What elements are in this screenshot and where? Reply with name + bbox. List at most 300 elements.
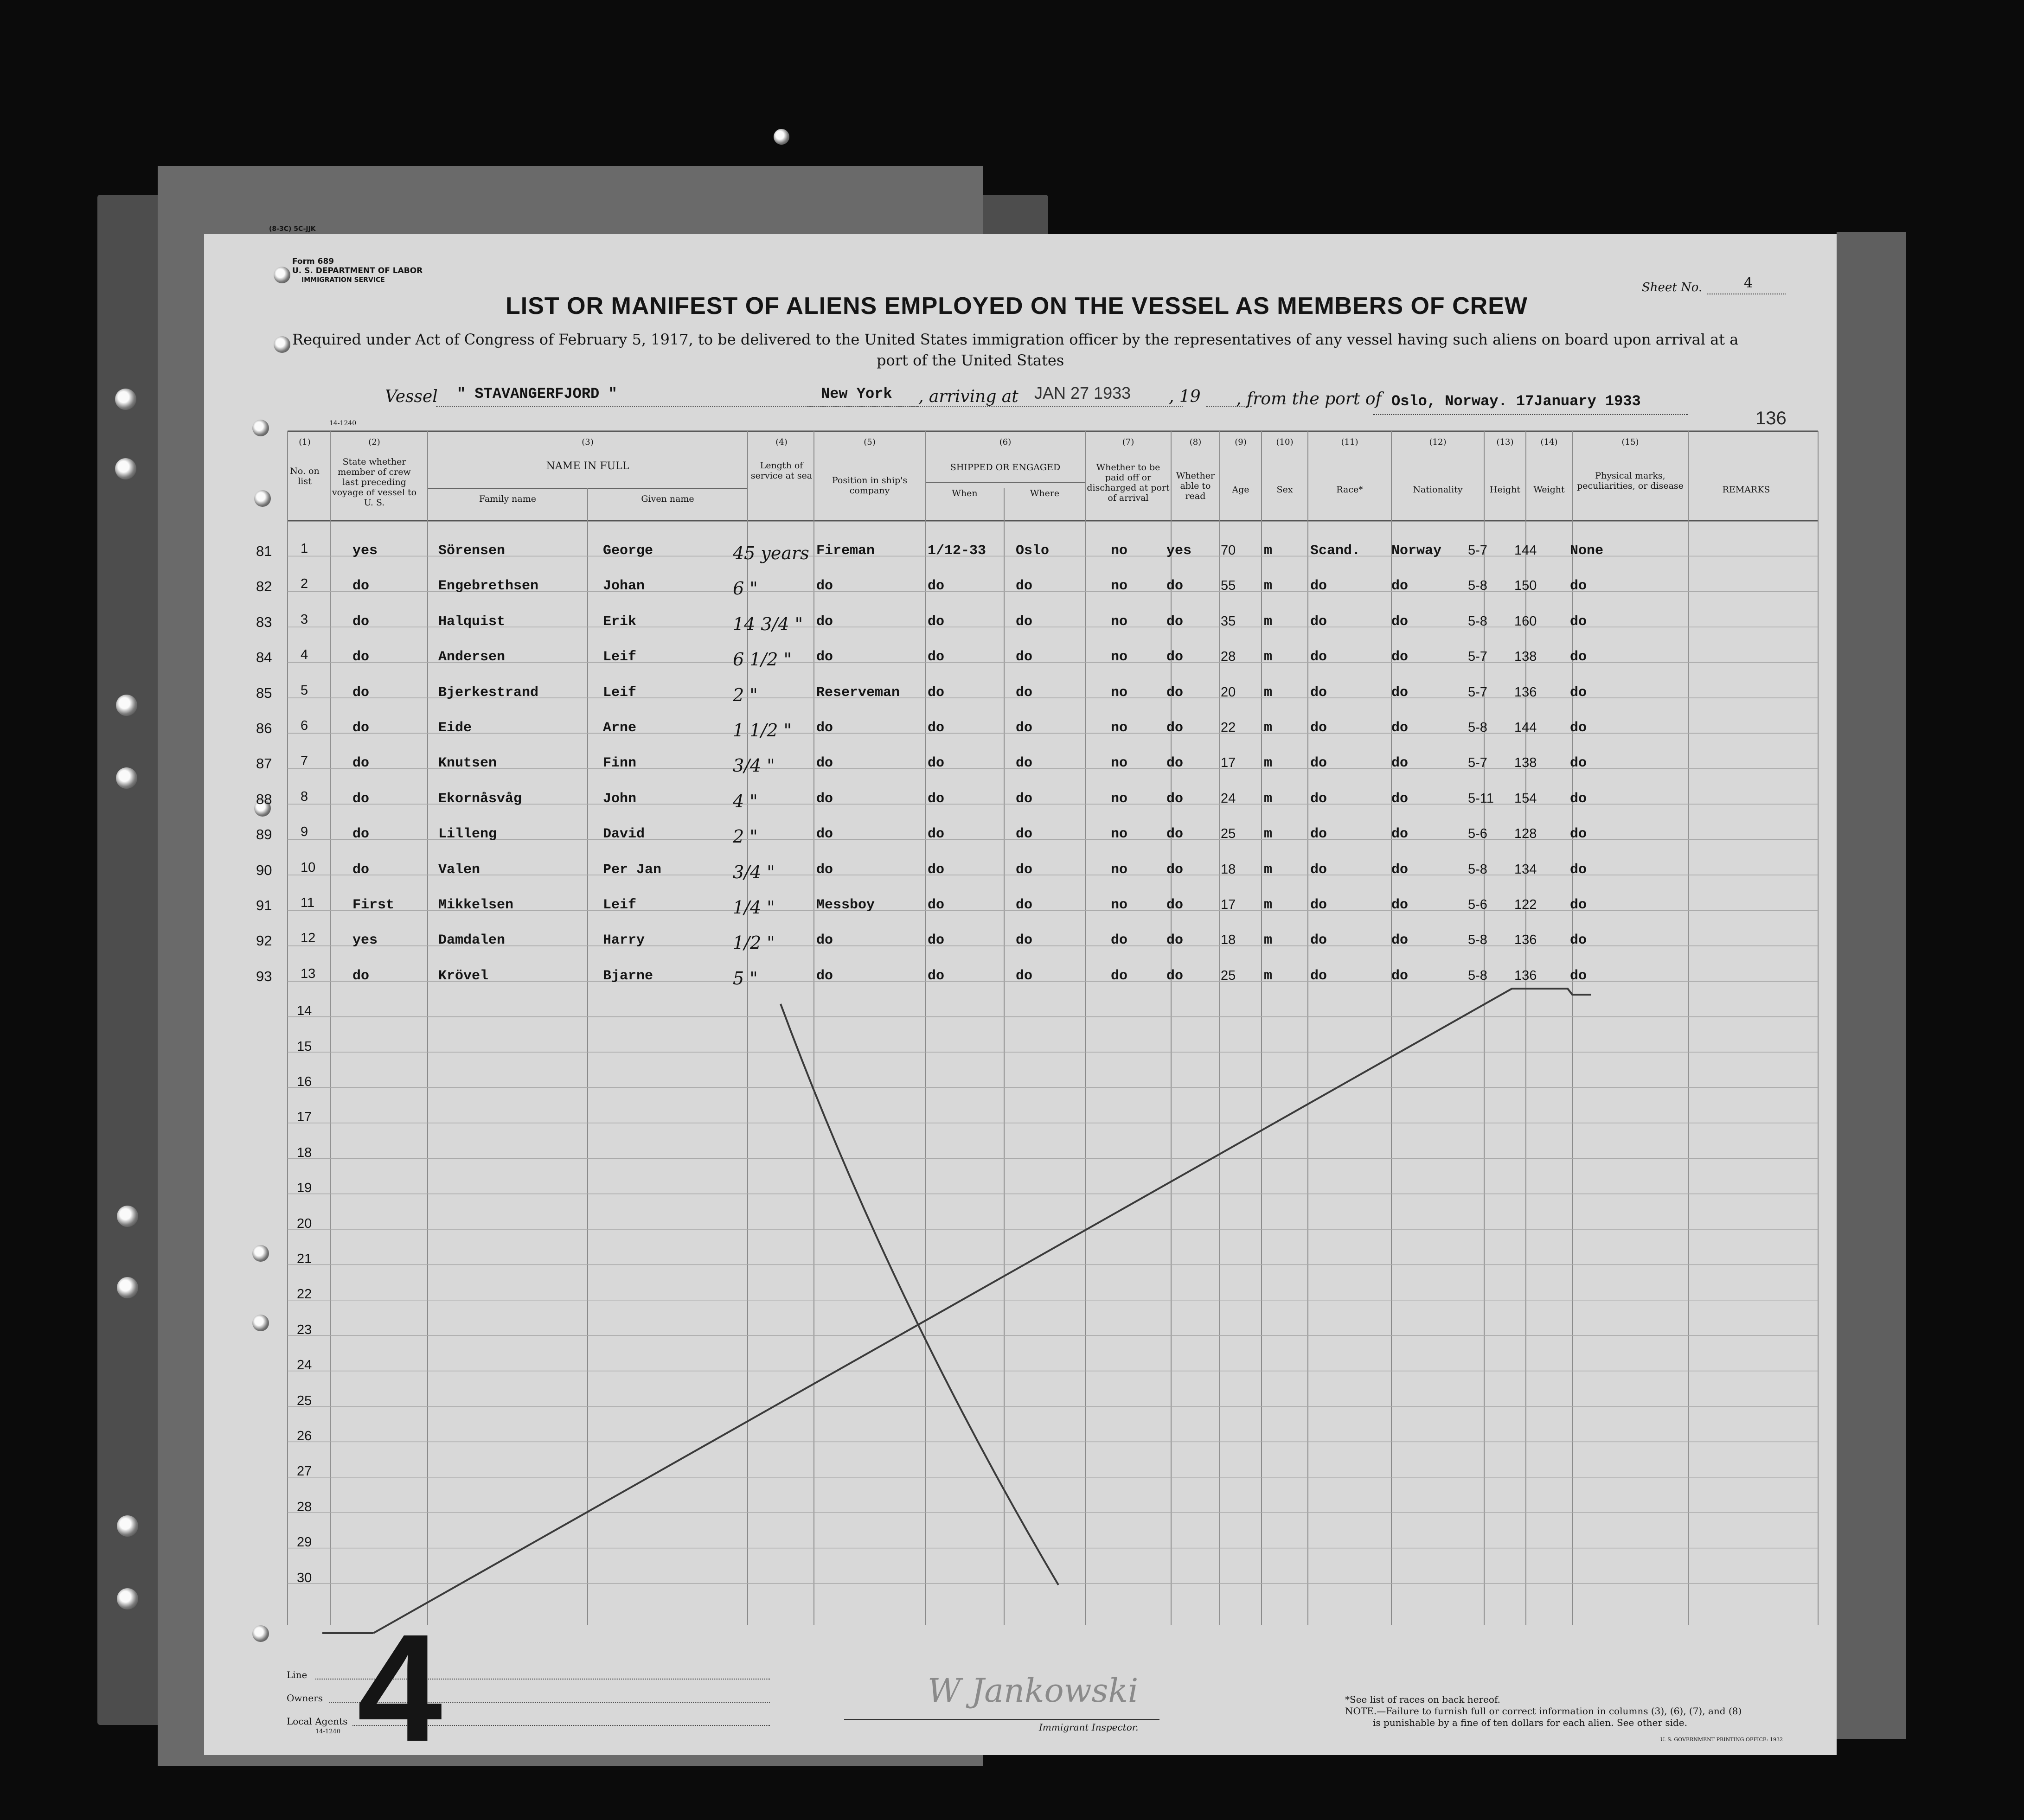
row-weight: 134: [1514, 862, 1537, 877]
subtitle-line-2: port of the United States: [877, 351, 1064, 369]
row-shipped-when: do: [928, 932, 945, 949]
row-list-number: 5: [301, 683, 308, 698]
row-paid-off: no: [1111, 791, 1128, 807]
row-paid-off: no: [1111, 826, 1128, 843]
manifest-title: LIST OR MANIFEST OF ALIENS EMPLOYED ON THE VESSEL AS MEMBERS OF CREW: [506, 293, 1528, 319]
row-able-to-read: do: [1166, 720, 1184, 736]
row-physical-marks: do: [1570, 649, 1587, 665]
row-shipped-when: do: [928, 755, 945, 772]
row-paid-off: no: [1111, 543, 1128, 559]
col-num-13: (13): [1496, 437, 1514, 447]
header-sex: Sex: [1276, 485, 1293, 495]
empty-row-number: 29: [297, 1535, 312, 1550]
row-race: do: [1310, 862, 1327, 878]
row-physical-marks: do: [1570, 932, 1587, 949]
row-height: 5-8: [1468, 862, 1487, 877]
empty-row-number: 17: [297, 1110, 312, 1125]
row-age: 18: [1221, 932, 1236, 948]
row-given-name: Leif: [603, 897, 637, 913]
row-stamp-number: 91: [256, 897, 272, 913]
inspector-signature: W Jankowski: [928, 1672, 1139, 1710]
row-able-to-read: do: [1166, 578, 1184, 594]
row-paid-off: no: [1111, 578, 1128, 594]
row-able-to-read: do: [1166, 932, 1184, 949]
row-shipped-where: do: [1016, 968, 1033, 984]
row-paid-off: no: [1111, 720, 1128, 736]
row-shipped-where: do: [1016, 862, 1033, 878]
row-shipped-when: do: [928, 613, 945, 630]
arriving-label: , arriving at: [918, 387, 1018, 406]
row-position: Reserveman: [816, 684, 900, 701]
binder-hole: [117, 1515, 138, 1537]
row-race: do: [1310, 932, 1327, 949]
row-position: do: [816, 968, 833, 984]
row-family-name: Sörensen: [438, 543, 506, 559]
row-list-number: 3: [301, 612, 308, 627]
row-length-of-service: 45 years: [733, 543, 809, 563]
footer-owners-label: Owners: [287, 1692, 323, 1704]
row-list-number: 4: [301, 647, 308, 663]
row-height: 5-8: [1468, 578, 1487, 594]
row-paid-off: no: [1111, 684, 1128, 701]
row-height: 5-7: [1468, 543, 1487, 558]
row-weight: 144: [1514, 720, 1537, 735]
row-shipped-where: do: [1016, 613, 1033, 630]
row-weight: 138: [1514, 649, 1537, 664]
row-nationality: do: [1391, 932, 1409, 949]
row-given-name: Arne: [603, 720, 637, 736]
empty-row-number: 24: [297, 1358, 312, 1373]
row-previous-voyage: First: [352, 897, 395, 913]
footer-agent-code: 14-1240: [315, 1728, 341, 1735]
big-sheet-number: 4: [357, 1602, 442, 1773]
row-age: 20: [1221, 684, 1236, 700]
row-list-number: 11: [301, 895, 315, 910]
row-paid-off: do: [1111, 932, 1128, 949]
row-nationality: do: [1391, 791, 1409, 807]
row-position: do: [816, 649, 833, 665]
empty-row-number: 19: [297, 1181, 312, 1196]
row-stamp-number: 89: [256, 826, 272, 843]
row-shipped-when: do: [928, 968, 945, 984]
binder-hole: [117, 1277, 138, 1298]
top-code: (8-3C) 5C-JJK: [269, 225, 316, 233]
row-shipped-when: do: [928, 649, 945, 665]
row-family-name: Krövel: [438, 968, 489, 984]
row-family-name: Ekornåsvåg: [438, 791, 522, 807]
row-physical-marks: do: [1570, 578, 1587, 594]
col-num-12: (12): [1429, 437, 1447, 447]
row-weight: 122: [1514, 897, 1537, 912]
row-paid-off: no: [1111, 613, 1128, 630]
row-length-of-service: 3/4 ": [733, 755, 775, 776]
sheet-label: Sheet No.: [1642, 281, 1703, 294]
row-sex: m: [1264, 684, 1273, 701]
header-weight: Weight: [1533, 485, 1565, 495]
from-port: Oslo, Norway. 17January 1933: [1391, 393, 1641, 410]
row-previous-voyage: do: [352, 720, 370, 736]
row-paid-off: no: [1111, 897, 1128, 913]
row-nationality: do: [1391, 968, 1409, 984]
row-list-number: 6: [301, 718, 308, 733]
header-nationality: Nationality: [1413, 485, 1463, 495]
row-height: 5-6: [1468, 897, 1487, 912]
col-num-8: (8): [1189, 437, 1202, 447]
row-previous-voyage: do: [352, 968, 370, 984]
row-stamp-number: 92: [256, 932, 272, 949]
row-sex: m: [1264, 897, 1273, 913]
row-sex: m: [1264, 613, 1273, 630]
header-race: Race*: [1336, 485, 1363, 495]
row-previous-voyage: do: [352, 862, 370, 878]
service: IMMIGRATION SERVICE: [301, 276, 385, 284]
row-able-to-read: do: [1166, 649, 1184, 665]
row-race: do: [1310, 755, 1327, 772]
header-previous-voyage: State whether member of crew last preceding voyage of vessel to U. S.: [332, 457, 417, 508]
row-shipped-where: do: [1016, 578, 1033, 594]
row-family-name: Eide: [438, 720, 472, 736]
row-shipped-when: 1/12-33: [928, 543, 986, 559]
row-height: 5-8: [1468, 613, 1487, 629]
vessel-name: " STAVANGERFJORD ": [457, 385, 617, 402]
row-height: 5-8: [1468, 932, 1487, 948]
row-physical-marks: do: [1570, 862, 1587, 878]
row-nationality: do: [1391, 613, 1409, 630]
row-age: 35: [1221, 613, 1236, 629]
empty-row-number: 30: [297, 1570, 312, 1585]
row-length-of-service: 6 1/2 ": [733, 649, 792, 670]
subtitle-line-1: Required under Act of Congress of February 5, 1917, to be delivered to the United States immigration officer by the representatives of any vessel having such aliens on board upon arrival at a: [292, 331, 1739, 348]
arriving-port: New York: [821, 385, 892, 402]
row-height: 5-11: [1468, 791, 1494, 806]
row-sex: m: [1264, 862, 1273, 878]
row-given-name: Bjarne: [603, 968, 653, 984]
row-length-of-service: 5 ": [733, 968, 758, 989]
header-able-to-read: Whether able to read: [1176, 471, 1215, 501]
row-weight: 144: [1514, 543, 1537, 558]
footnote-penalty-1: NOTE.—Failure to furnish full or correct information in columns (3), (6), (7), and (8): [1345, 1705, 1742, 1717]
row-able-to-read: yes: [1166, 543, 1192, 559]
row-given-name: George: [603, 543, 653, 559]
row-shipped-where: do: [1016, 897, 1033, 913]
row-length-of-service: 1/2 ": [733, 932, 775, 953]
col-num-5: (5): [864, 437, 876, 447]
vessel-label: Vessel: [385, 387, 438, 406]
row-length-of-service: 2 ": [733, 684, 758, 705]
row-age: 18: [1221, 862, 1236, 877]
row-able-to-read: do: [1166, 613, 1184, 630]
row-weight: 136: [1514, 684, 1537, 700]
right-edge-sheet: [1837, 232, 1906, 1739]
row-stamp-number: 82: [256, 578, 272, 595]
row-shipped-when: do: [928, 791, 945, 807]
row-previous-voyage: do: [352, 613, 370, 630]
empty-row-number: 14: [297, 1003, 312, 1019]
header-shipped-where: Where: [1030, 488, 1060, 498]
row-paid-off: do: [1111, 968, 1128, 984]
row-shipped-where: do: [1016, 932, 1033, 949]
row-position: do: [816, 826, 833, 843]
col-num-4: (4): [775, 437, 788, 447]
row-age: 70: [1221, 543, 1236, 558]
row-nationality: do: [1391, 684, 1409, 701]
row-list-number: 2: [301, 576, 308, 592]
binder-hole: [115, 389, 136, 410]
binder-hole: [117, 1206, 138, 1227]
row-weight: 150: [1514, 578, 1537, 594]
empty-row-number: 15: [297, 1039, 312, 1054]
row-shipped-where: do: [1016, 684, 1033, 701]
empty-row-number: 20: [297, 1216, 312, 1231]
row-previous-voyage: yes: [352, 543, 378, 559]
manifest-page: [204, 225, 1837, 1773]
row-position: do: [816, 720, 833, 736]
footer-line-label: Line: [287, 1669, 307, 1680]
row-shipped-when: do: [928, 826, 945, 843]
row-stamp-number: 88: [256, 791, 272, 807]
row-position: do: [816, 578, 833, 594]
footnote-penalty-2: is punishable by a fine of ten dollars for each alien. See other side.: [1373, 1717, 1688, 1728]
row-length-of-service: 3/4 ": [733, 862, 775, 882]
row-given-name: Johan: [603, 578, 645, 594]
header-remarks: REMARKS: [1722, 485, 1770, 495]
row-list-number: 1: [301, 541, 308, 556]
row-sex: m: [1264, 720, 1273, 736]
col-num-14: (14): [1540, 437, 1558, 447]
empty-row-number: 21: [297, 1252, 312, 1266]
row-sex: m: [1264, 932, 1273, 949]
printer-line: U. S. GOVERNMENT PRINTING OFFICE: 1932: [1660, 1737, 1783, 1743]
row-family-name: Knutsen: [438, 755, 497, 772]
row-shipped-where: do: [1016, 649, 1033, 665]
row-age: 22: [1221, 720, 1236, 735]
row-able-to-read: do: [1166, 862, 1184, 878]
row-given-name: Harry: [603, 932, 645, 949]
header-height: Height: [1490, 485, 1520, 495]
row-list-number: 13: [301, 966, 316, 981]
row-age: 17: [1221, 755, 1236, 771]
row-physical-marks: do: [1570, 897, 1587, 913]
tack-hole: [774, 129, 789, 145]
row-shipped-where: do: [1016, 755, 1033, 772]
row-stamp-number: 90: [256, 862, 272, 878]
row-weight: 154: [1514, 791, 1537, 806]
row-position: do: [816, 932, 833, 949]
row-age: 25: [1221, 968, 1236, 983]
cancel-stroke: [781, 1004, 1058, 1585]
row-previous-voyage: do: [352, 826, 370, 843]
col-num-3: (3): [582, 437, 594, 447]
row-nationality: do: [1391, 897, 1409, 913]
row-shipped-where: do: [1016, 791, 1033, 807]
header-no-on-list: No. on list: [290, 466, 320, 486]
empty-row-number: 23: [297, 1322, 312, 1337]
row-race: do: [1310, 578, 1327, 594]
row-able-to-read: do: [1166, 826, 1184, 843]
row-sex: m: [1264, 649, 1273, 665]
row-race: do: [1310, 613, 1327, 630]
row-family-name: Damdalen: [438, 932, 506, 949]
row-list-number: 10: [301, 860, 316, 875]
row-length-of-service: 14 3/4 ": [733, 613, 803, 634]
row-race: Scand.: [1310, 543, 1361, 559]
header-position: Position in ship's company: [832, 475, 908, 496]
row-list-number: 9: [301, 824, 308, 840]
row-shipped-where: do: [1016, 720, 1033, 736]
row-sex: m: [1264, 826, 1273, 843]
row-length-of-service: 6 ": [733, 578, 758, 599]
sheet-number: 4: [1744, 275, 1753, 291]
row-family-name: Valen: [438, 862, 480, 878]
col-num-6: (6): [999, 437, 1012, 447]
row-list-number: 12: [301, 931, 316, 946]
row-previous-voyage: do: [352, 578, 370, 594]
row-shipped-where: Oslo: [1016, 543, 1050, 559]
form-number: Form 689: [292, 257, 334, 266]
row-nationality: do: [1391, 578, 1409, 594]
row-position: do: [816, 862, 833, 878]
row-stamp-number: 83: [256, 613, 272, 630]
row-length-of-service: 2 ": [733, 826, 758, 847]
row-family-name: Lilleng: [438, 826, 497, 843]
row-shipped-when: do: [928, 897, 945, 913]
row-length-of-service: 1 1/2 ": [733, 720, 792, 741]
row-physical-marks: None: [1570, 543, 1604, 559]
row-stamp-number: 81: [256, 543, 272, 559]
empty-row-number: 22: [297, 1287, 312, 1302]
row-given-name: Finn: [603, 755, 637, 772]
row-length-of-service: 4 ": [733, 791, 758, 811]
row-previous-voyage: yes: [352, 932, 378, 949]
empty-row-number: 16: [297, 1074, 312, 1089]
row-weight: 160: [1514, 613, 1537, 629]
row-family-name: Mikkelsen: [438, 897, 514, 913]
row-race: do: [1310, 649, 1327, 665]
row-position: do: [816, 613, 833, 630]
row-height: 5-8: [1468, 720, 1487, 735]
row-given-name: Per Jan: [603, 862, 662, 878]
row-race: do: [1310, 684, 1327, 701]
empty-row-number: 28: [297, 1499, 312, 1514]
row-physical-marks: do: [1570, 791, 1587, 807]
date-stamp: JAN 27 1933: [1034, 383, 1131, 402]
row-family-name: Andersen: [438, 649, 506, 665]
empty-row-number: 25: [297, 1393, 312, 1408]
row-able-to-read: do: [1166, 755, 1184, 772]
row-given-name: John: [603, 791, 637, 807]
header-family-name: Family name: [479, 494, 536, 504]
row-stamp-number: 86: [256, 720, 272, 736]
row-nationality: do: [1391, 826, 1409, 843]
row-previous-voyage: do: [352, 755, 370, 772]
row-able-to-read: do: [1166, 897, 1184, 913]
row-physical-marks: do: [1570, 968, 1587, 984]
row-list-number: 8: [301, 789, 308, 804]
row-list-number: 7: [301, 754, 308, 769]
header-paid-off: Whether to be paid off or discharged at port of arrival: [1087, 462, 1170, 503]
row-nationality: do: [1391, 720, 1409, 736]
row-height: 5-7: [1468, 649, 1487, 664]
header-physical-marks: Physical marks, peculiarities, or disease: [1577, 471, 1684, 491]
row-previous-voyage: do: [352, 791, 370, 807]
row-family-name: Bjerkestrand: [438, 684, 539, 701]
row-sex: m: [1264, 578, 1273, 594]
col-num-9: (9): [1235, 437, 1247, 447]
col-num-10: (10): [1276, 437, 1294, 447]
header-given-name: Given name: [641, 494, 694, 504]
row-shipped-when: do: [928, 862, 945, 878]
row-able-to-read: do: [1166, 684, 1184, 701]
row-physical-marks: do: [1570, 684, 1587, 701]
row-race: do: [1310, 720, 1327, 736]
binder-hole: [116, 767, 137, 789]
row-age: 17: [1221, 897, 1236, 912]
row-position: Fireman: [816, 543, 875, 559]
row-shipped-when: do: [928, 578, 945, 594]
row-given-name: David: [603, 826, 645, 843]
row-race: do: [1310, 897, 1327, 913]
header-age: Age: [1232, 485, 1249, 495]
row-position: Messboy: [816, 897, 875, 913]
row-age: 25: [1221, 826, 1236, 842]
footnote-races: *See list of races on back hereof.: [1345, 1694, 1501, 1705]
row-able-to-read: do: [1166, 968, 1184, 984]
binder-hole: [115, 458, 136, 479]
row-nationality: Norway: [1391, 543, 1442, 559]
row-weight: 128: [1514, 826, 1537, 842]
row-given-name: Leif: [603, 684, 637, 701]
row-length-of-service: 1/4 ": [733, 897, 775, 918]
row-race: do: [1310, 968, 1327, 984]
inspector-label: Immigrant Inspector.: [1039, 1722, 1139, 1733]
page-number: 136: [1755, 408, 1787, 428]
header-length-of-service: Length of service at sea: [750, 460, 813, 481]
year-label: , 19: [1169, 387, 1201, 406]
binder-hole: [117, 1588, 138, 1609]
row-stamp-number: 84: [256, 649, 272, 666]
col-num-2: (2): [368, 437, 380, 447]
col-num-11: (11): [1341, 437, 1358, 447]
row-stamp-number: 87: [256, 755, 272, 772]
row-previous-voyage: do: [352, 684, 370, 701]
row-sex: m: [1264, 543, 1273, 559]
col-num-7: (7): [1122, 437, 1134, 447]
footer-agents-label: Local Agents: [287, 1716, 348, 1727]
row-race: do: [1310, 826, 1327, 843]
row-sex: m: [1264, 755, 1273, 772]
row-family-name: Halquist: [438, 613, 506, 630]
row-stamp-number: 93: [256, 968, 272, 984]
row-shipped-where: do: [1016, 826, 1033, 843]
row-shipped-when: do: [928, 720, 945, 736]
row-physical-marks: do: [1570, 826, 1587, 843]
row-sex: m: [1264, 791, 1273, 807]
small-code: 14-1240: [329, 420, 357, 427]
row-position: do: [816, 755, 833, 772]
row-paid-off: no: [1111, 649, 1128, 665]
row-position: do: [816, 791, 833, 807]
row-sex: m: [1264, 968, 1273, 984]
row-height: 5-7: [1468, 684, 1487, 700]
row-given-name: Erik: [603, 613, 637, 630]
row-physical-marks: do: [1570, 613, 1587, 630]
col-num-15: (15): [1621, 437, 1639, 447]
empty-row-number: 26: [297, 1429, 312, 1443]
col-num-1: (1): [299, 437, 311, 447]
row-height: 5-8: [1468, 968, 1487, 983]
row-given-name: Leif: [603, 649, 637, 665]
row-physical-marks: do: [1570, 720, 1587, 736]
